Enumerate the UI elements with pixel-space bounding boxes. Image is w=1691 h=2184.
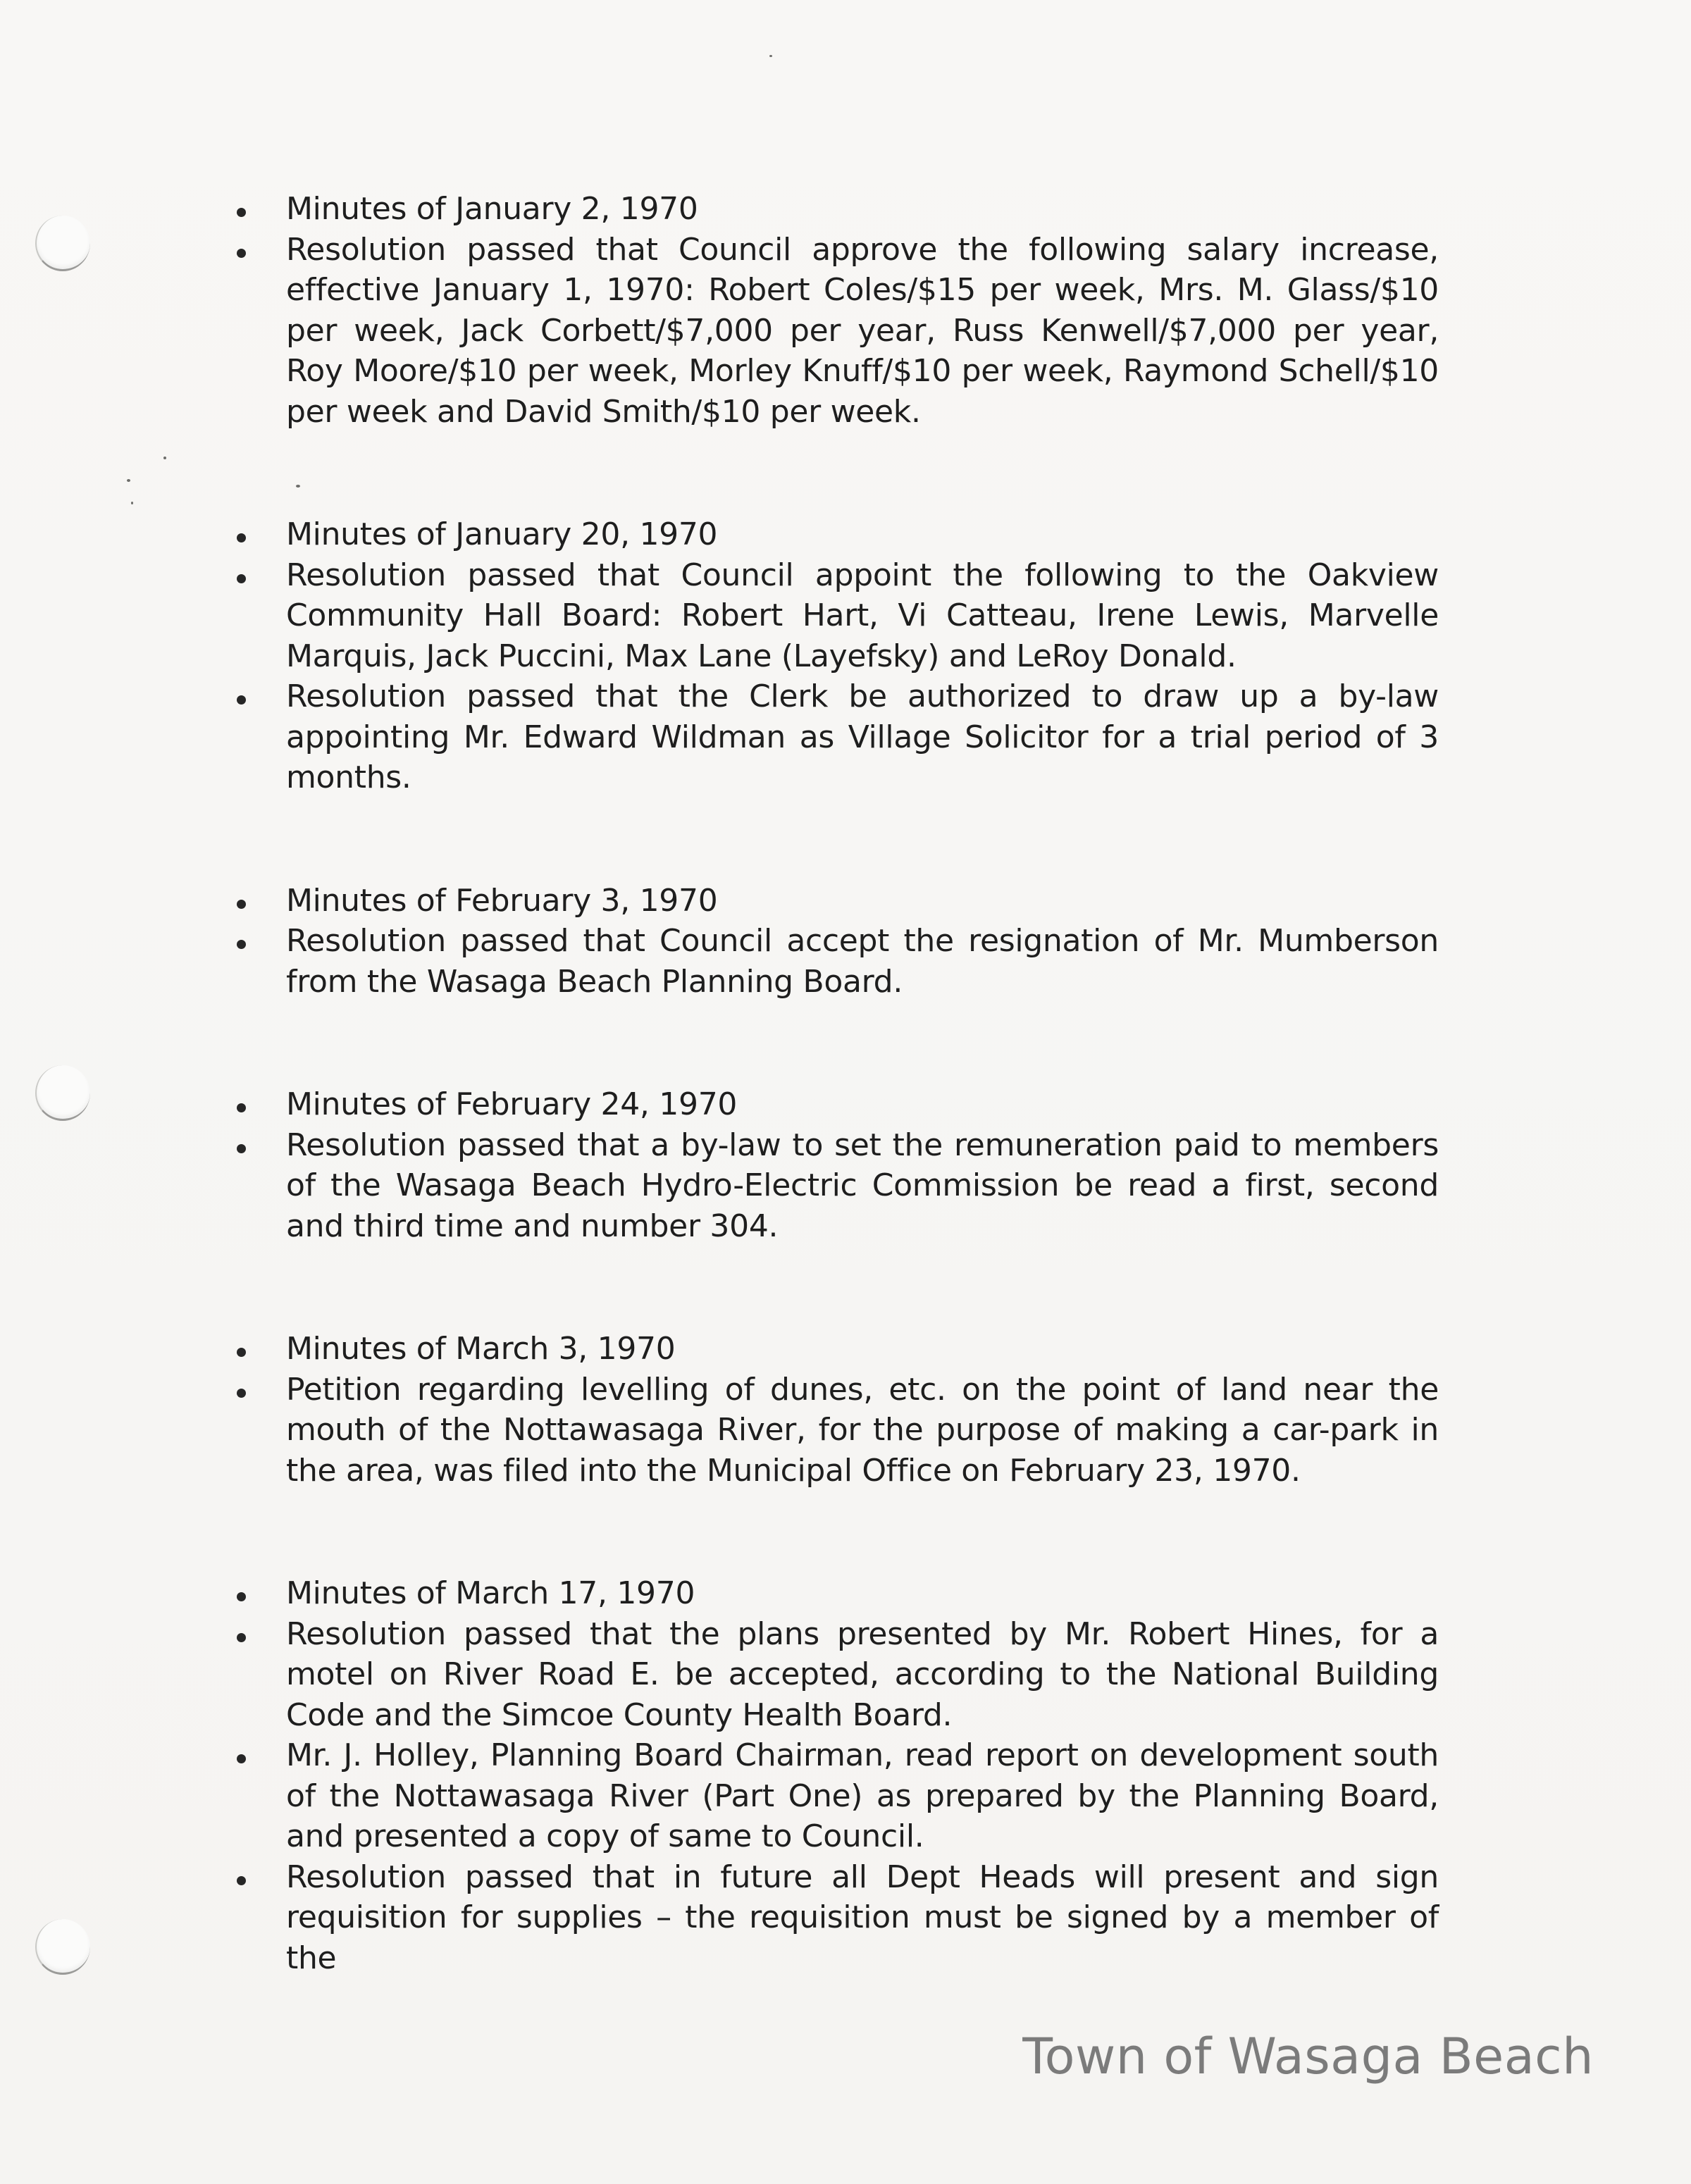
watermark: Town of Wasaga Beach	[1022, 2028, 1594, 2085]
minutes-section	[233, 514, 1439, 798]
resolution-item: Resolution passed that Council appoint the following to the Oakview Community Hall Board: Robert Hart, Vi Catteau, Irene Lewis, Marvelle Marquis, Jack Puccini, Max Lane (Layefsky) and LeRoy Donald.	[233, 555, 1439, 677]
minutes-section	[233, 1573, 1439, 1978]
minutes-section	[233, 1329, 1439, 1491]
minutes-section	[233, 189, 1439, 432]
report-item: Mr. J. Holley, Planning Board Chairman, read report on development south of the Nottawasaga River (Part One) as prepared by the Planning Board, and presented a copy of same to Council.	[233, 1735, 1439, 1857]
minutes-section	[233, 1084, 1439, 1246]
resolution-item: Resolution passed that the Clerk be authorized to draw up a by-law appointing Mr. Edward Wildman as Village Solicitor for a trial period of 3 months.	[233, 676, 1439, 798]
resolution-item: Resolution passed that a by-law to set the remuneration paid to members of the Wasaga Beach Hydro-Electric Commission be read a first, second and third time and number 304.	[233, 1125, 1439, 1247]
binder-hole	[35, 216, 90, 271]
minutes-date: Minutes of January 20, 1970	[233, 514, 1439, 555]
minutes-date: Minutes of January 2, 1970	[233, 189, 1439, 230]
resolution-item: Resolution passed that the plans presented by Mr. Robert Hines, for a motel on River Road E. be accepted, according to the National Building Code and the Simcoe County Health Board.	[233, 1614, 1439, 1736]
resolution-item: Resolution passed that Council accept the resignation of Mr. Mumberson from the Wasaga Beach Planning Board.	[233, 921, 1439, 1002]
minutes-section	[233, 881, 1439, 1003]
minutes-date: Minutes of February 3, 1970	[233, 881, 1439, 922]
minutes-date: Minutes of March 3, 1970	[233, 1329, 1439, 1370]
minutes-list	[233, 189, 1439, 2061]
binder-hole	[35, 1919, 90, 1975]
petition-item: Petition regarding levelling of dunes, etc. on the point of land near the mouth of the Nottawasaga River, for the purpose of making a car-park in the area, was filed into the Municipal Office on February 23, 1970.	[233, 1370, 1439, 1491]
resolution-item: Resolution passed that in future all Dept Heads will present and sign requisition for supplies – the requisition must be signed by a member of the	[233, 1857, 1439, 1979]
minutes-date: Minutes of February 24, 1970	[233, 1084, 1439, 1125]
minutes-date: Minutes of March 17, 1970	[233, 1573, 1439, 1614]
resolution-item: Resolution passed that Council approve the following salary increase, effective January 1, 1970: Robert Coles/$15 per week, Mrs. M. Glass/$10 per week, Jack Corbett/$7,000 per year, Russ Kenwell/$7,000 per year, Roy Moore/$10 per week, Morley Knuff/$10 per week, Raymond Schell/$10 per week and David Smith/$10 per week.	[233, 230, 1439, 433]
binder-hole	[35, 1065, 90, 1121]
